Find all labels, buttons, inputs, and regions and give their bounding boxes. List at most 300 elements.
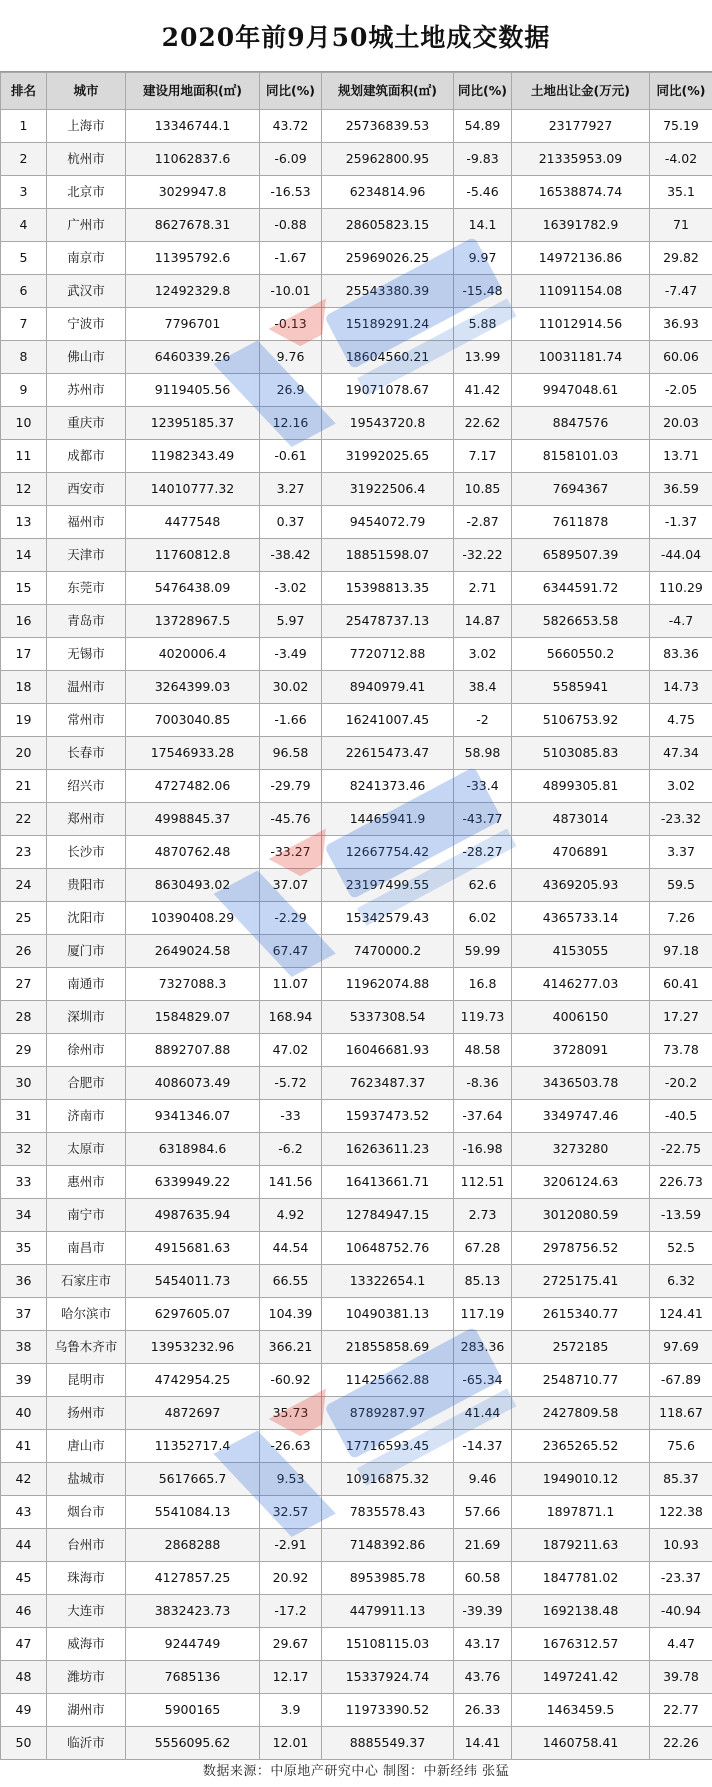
table-cell: 97.18 — [650, 935, 712, 968]
table-cell: 6460339.26 — [126, 341, 260, 374]
table-cell: 7720712.88 — [322, 638, 454, 671]
table-row — [1, 1100, 712, 1133]
table-cell: 4020006.4 — [126, 638, 260, 671]
table-cell: 1879211.63 — [512, 1529, 650, 1562]
table-cell: 118.67 — [650, 1397, 712, 1430]
table-cell: -40.94 — [650, 1595, 712, 1628]
table-row — [1, 1430, 712, 1463]
table-cell: 青岛市 — [47, 605, 126, 638]
table-cell: 8847576 — [512, 407, 650, 440]
table-row — [1, 1034, 712, 1067]
table-cell: 16538874.74 — [512, 176, 650, 209]
table-cell: -2.91 — [260, 1529, 322, 1562]
table-row — [1, 1694, 712, 1727]
table-cell: -13.59 — [650, 1199, 712, 1232]
table-cell: 15337924.74 — [322, 1661, 454, 1694]
column-header: 城市 — [47, 73, 126, 110]
table-cell: 2978756.52 — [512, 1232, 650, 1265]
table-cell: 14.73 — [650, 671, 712, 704]
table-cell: 20.03 — [650, 407, 712, 440]
table-cell: 52.5 — [650, 1232, 712, 1265]
table-cell: 11091154.08 — [512, 275, 650, 308]
table-cell: 49 — [1, 1694, 47, 1727]
table-cell: 85.13 — [454, 1265, 512, 1298]
table-cell: 8892707.88 — [126, 1034, 260, 1067]
table-cell: -2.87 — [454, 506, 512, 539]
table-cell: 3832423.73 — [126, 1595, 260, 1628]
table-row — [1, 242, 712, 275]
table-cell: 8885549.37 — [322, 1727, 454, 1760]
table-cell: -0.88 — [260, 209, 322, 242]
table-row — [1, 1133, 712, 1166]
table-row — [1, 1628, 712, 1661]
table-row — [1, 605, 712, 638]
table-cell: -20.2 — [650, 1067, 712, 1100]
table-cell: 226.73 — [650, 1166, 712, 1199]
table-cell: 南昌市 — [47, 1232, 126, 1265]
table-cell: 温州市 — [47, 671, 126, 704]
table-cell: 71 — [650, 209, 712, 242]
table-cell: 48.58 — [454, 1034, 512, 1067]
table-row — [1, 1397, 712, 1430]
table-cell: 4873014 — [512, 803, 650, 836]
table-cell: 30.02 — [260, 671, 322, 704]
table-cell: 14465941.9 — [322, 803, 454, 836]
table-cell: 南宁市 — [47, 1199, 126, 1232]
table-cell: 4915681.63 — [126, 1232, 260, 1265]
table-cell: 7470000.2 — [322, 935, 454, 968]
column-header: 同比(%) — [650, 73, 712, 110]
table-cell: 12.17 — [260, 1661, 322, 1694]
table-cell: 2572185 — [512, 1331, 650, 1364]
table-cell: 4706891 — [512, 836, 650, 869]
table-cell: 17.27 — [650, 1001, 712, 1034]
table-cell: 湖州市 — [47, 1694, 126, 1727]
table-cell: 6 — [1, 275, 47, 308]
table-cell: 11.07 — [260, 968, 322, 1001]
table-cell: 8953985.78 — [322, 1562, 454, 1595]
table-cell: 23 — [1, 836, 47, 869]
table-cell: 39 — [1, 1364, 47, 1397]
table-cell: 67.28 — [454, 1232, 512, 1265]
table-cell: 南通市 — [47, 968, 126, 1001]
column-header: 排名 — [1, 73, 47, 110]
table-cell: 14.41 — [454, 1727, 512, 1760]
table-row — [1, 407, 712, 440]
table-cell: 41.44 — [454, 1397, 512, 1430]
table-cell: 15108115.03 — [322, 1628, 454, 1661]
table-row — [1, 440, 712, 473]
table-cell: 武汉市 — [47, 275, 126, 308]
table-cell: 11962074.88 — [322, 968, 454, 1001]
table-cell: -65.34 — [454, 1364, 512, 1397]
table-cell: 26 — [1, 935, 47, 968]
table-cell: 1463459.5 — [512, 1694, 650, 1727]
table-cell: 4987635.94 — [126, 1199, 260, 1232]
table-cell: 贵阳市 — [47, 869, 126, 902]
table-row — [1, 968, 712, 1001]
table-cell: 11352717.4 — [126, 1430, 260, 1463]
table-cell: 47.02 — [260, 1034, 322, 1067]
table-row — [1, 308, 712, 341]
table-cell: 2868288 — [126, 1529, 260, 1562]
table-cell: 1676312.57 — [512, 1628, 650, 1661]
table-cell: 4742954.25 — [126, 1364, 260, 1397]
table-cell: 苏州市 — [47, 374, 126, 407]
table-cell: 58.98 — [454, 737, 512, 770]
table-cell: -2 — [454, 704, 512, 737]
table-cell: 13953232.96 — [126, 1331, 260, 1364]
table-row — [1, 275, 712, 308]
table-cell: 10031181.74 — [512, 341, 650, 374]
table-cell: 4.92 — [260, 1199, 322, 1232]
table-cell: 2548710.77 — [512, 1364, 650, 1397]
column-header: 规划建筑面积(㎡) — [322, 73, 454, 110]
table-cell: 7796701 — [126, 308, 260, 341]
table-cell: 1692138.48 — [512, 1595, 650, 1628]
table-row — [1, 1496, 712, 1529]
table-row — [1, 803, 712, 836]
table-cell: 54.89 — [454, 110, 512, 143]
table-cell: 无锡市 — [47, 638, 126, 671]
table-cell: -60.92 — [260, 1364, 322, 1397]
table-cell: 29.82 — [650, 242, 712, 275]
table-cell: -39.39 — [454, 1595, 512, 1628]
table-body — [1, 110, 712, 1760]
table-row — [1, 1364, 712, 1397]
table-cell: 9454072.79 — [322, 506, 454, 539]
table-row — [1, 506, 712, 539]
table-cell: 7611878 — [512, 506, 650, 539]
table-cell: 22.26 — [650, 1727, 712, 1760]
table-cell: 37 — [1, 1298, 47, 1331]
table-cell: 9 — [1, 374, 47, 407]
table-cell: 沈阳市 — [47, 902, 126, 935]
table-cell: -7.47 — [650, 275, 712, 308]
table-row — [1, 1001, 712, 1034]
table-cell: 23177927 — [512, 110, 650, 143]
table-cell: 威海市 — [47, 1628, 126, 1661]
table-cell: 7835578.43 — [322, 1496, 454, 1529]
table-cell: 5106753.92 — [512, 704, 650, 737]
table-cell: 12784947.15 — [322, 1199, 454, 1232]
table-cell: 59.5 — [650, 869, 712, 902]
table-cell: -33.27 — [260, 836, 322, 869]
table-cell: 5.88 — [454, 308, 512, 341]
table-cell: 110.29 — [650, 572, 712, 605]
table-row — [1, 572, 712, 605]
table-cell: 43.72 — [260, 110, 322, 143]
table-cell: 60.06 — [650, 341, 712, 374]
table-cell: 8789287.97 — [322, 1397, 454, 1430]
table-cell: 7327088.3 — [126, 968, 260, 1001]
table-cell: 0.37 — [260, 506, 322, 539]
table-cell: -0.61 — [260, 440, 322, 473]
table-cell: 1949010.12 — [512, 1463, 650, 1496]
table-cell: 3.02 — [650, 770, 712, 803]
table-cell: 合肥市 — [47, 1067, 126, 1100]
table-cell: 北京市 — [47, 176, 126, 209]
table-cell: 14 — [1, 539, 47, 572]
table-cell: 119.73 — [454, 1001, 512, 1034]
table-cell: 38.4 — [454, 671, 512, 704]
column-header: 同比(%) — [260, 73, 322, 110]
table-cell: 25 — [1, 902, 47, 935]
table-cell: 33 — [1, 1166, 47, 1199]
table-cell: 22.62 — [454, 407, 512, 440]
table-cell: 天津市 — [47, 539, 126, 572]
table-cell: 8158101.03 — [512, 440, 650, 473]
table-cell: 11425662.88 — [322, 1364, 454, 1397]
table-cell: 1584829.07 — [126, 1001, 260, 1034]
document-title: 2020年前9月50城土地成交数据 — [0, 0, 712, 72]
table-cell: -16.98 — [454, 1133, 512, 1166]
table-cell: 3.9 — [260, 1694, 322, 1727]
table-cell: 12.16 — [260, 407, 322, 440]
table-cell: 5585941 — [512, 671, 650, 704]
table-row — [1, 1562, 712, 1595]
table-cell: -6.09 — [260, 143, 322, 176]
table-cell: 14.1 — [454, 209, 512, 242]
table-row — [1, 176, 712, 209]
table-cell: 12395185.37 — [126, 407, 260, 440]
table-cell: 11012914.56 — [512, 308, 650, 341]
table-cell: 117.19 — [454, 1298, 512, 1331]
table-cell: 16046681.93 — [322, 1034, 454, 1067]
table-cell: -6.2 — [260, 1133, 322, 1166]
table-cell: 14010777.32 — [126, 473, 260, 506]
table-cell: 佛山市 — [47, 341, 126, 374]
table-cell: 14972136.86 — [512, 242, 650, 275]
table-cell: 1497241.42 — [512, 1661, 650, 1694]
table-cell: 3.37 — [650, 836, 712, 869]
table-cell: 3 — [1, 176, 47, 209]
table-cell: 26.9 — [260, 374, 322, 407]
table-cell: 5541084.13 — [126, 1496, 260, 1529]
table-cell: -33 — [260, 1100, 322, 1133]
table-cell: 28605823.15 — [322, 209, 454, 242]
table-cell: 潍坊市 — [47, 1661, 126, 1694]
table-cell: 西安市 — [47, 473, 126, 506]
table-cell: 2615340.77 — [512, 1298, 650, 1331]
table-cell: 6234814.96 — [322, 176, 454, 209]
table-row — [1, 902, 712, 935]
table-cell: 7623487.37 — [322, 1067, 454, 1100]
table-cell: 36.93 — [650, 308, 712, 341]
table-cell: 徐州市 — [47, 1034, 126, 1067]
table-cell: 7148392.86 — [322, 1529, 454, 1562]
table-row — [1, 1265, 712, 1298]
table-cell: 15398813.35 — [322, 572, 454, 605]
table-cell: 4870762.48 — [126, 836, 260, 869]
table-cell: 83.36 — [650, 638, 712, 671]
table-cell: 13.71 — [650, 440, 712, 473]
table-cell: -40.5 — [650, 1100, 712, 1133]
table-cell: 重庆市 — [47, 407, 126, 440]
table-cell: -2.05 — [650, 374, 712, 407]
table-cell: 16413661.71 — [322, 1166, 454, 1199]
table-cell: -43.77 — [454, 803, 512, 836]
table-cell: -16.53 — [260, 176, 322, 209]
table-cell: 104.39 — [260, 1298, 322, 1331]
table-cell: -10.01 — [260, 275, 322, 308]
table-cell: 3.02 — [454, 638, 512, 671]
table-cell: 2427809.58 — [512, 1397, 650, 1430]
table-cell: 48 — [1, 1661, 47, 1694]
table-cell: 9.46 — [454, 1463, 512, 1496]
table-cell: 44 — [1, 1529, 47, 1562]
table-cell: 郑州市 — [47, 803, 126, 836]
table-cell: 4998845.37 — [126, 803, 260, 836]
table-cell: 45 — [1, 1562, 47, 1595]
table-row — [1, 473, 712, 506]
table-cell: 上海市 — [47, 110, 126, 143]
table-cell: 9.76 — [260, 341, 322, 374]
table-cell: 10.93 — [650, 1529, 712, 1562]
table-cell: -23.37 — [650, 1562, 712, 1595]
table-cell: 9119405.56 — [126, 374, 260, 407]
table-cell: 太原市 — [47, 1133, 126, 1166]
table-cell: 1 — [1, 110, 47, 143]
table-cell: 4479911.13 — [322, 1595, 454, 1628]
table-cell: 122.38 — [650, 1496, 712, 1529]
table-cell: 台州市 — [47, 1529, 126, 1562]
column-header: 土地出让金(万元) — [512, 73, 650, 110]
table-cell: 5660550.2 — [512, 638, 650, 671]
table-cell: 4153055 — [512, 935, 650, 968]
table-cell: 28 — [1, 1001, 47, 1034]
table-cell: 35.73 — [260, 1397, 322, 1430]
table-cell: 10916875.32 — [322, 1463, 454, 1496]
table-cell: 2.71 — [454, 572, 512, 605]
table-cell: 深圳市 — [47, 1001, 126, 1034]
table-cell: 昆明市 — [47, 1364, 126, 1397]
table-cell: 15 — [1, 572, 47, 605]
table-cell: -3.02 — [260, 572, 322, 605]
table-row — [1, 770, 712, 803]
table-cell: 39.78 — [650, 1661, 712, 1694]
table-cell: 31922506.4 — [322, 473, 454, 506]
table-cell: 40 — [1, 1397, 47, 1430]
table-cell: 5.97 — [260, 605, 322, 638]
table-cell: 4 — [1, 209, 47, 242]
table-cell: 47.34 — [650, 737, 712, 770]
table-cell: 宁波市 — [47, 308, 126, 341]
table-cell: 10490381.13 — [322, 1298, 454, 1331]
table-cell: 成都市 — [47, 440, 126, 473]
table-cell: 6589507.39 — [512, 539, 650, 572]
table-cell: 35.1 — [650, 176, 712, 209]
table-cell: -22.75 — [650, 1133, 712, 1166]
table-cell: 3273280 — [512, 1133, 650, 1166]
table-cell: 1847781.02 — [512, 1562, 650, 1595]
table-cell: 16263611.23 — [322, 1133, 454, 1166]
table-cell: 广州市 — [47, 209, 126, 242]
table-cell: 东莞市 — [47, 572, 126, 605]
table-cell: 22 — [1, 803, 47, 836]
table-cell: 97.69 — [650, 1331, 712, 1364]
table-cell: 3436503.78 — [512, 1067, 650, 1100]
table-cell: -17.2 — [260, 1595, 322, 1628]
table-cell: 11 — [1, 440, 47, 473]
table-cell: 25543380.39 — [322, 275, 454, 308]
table-row — [1, 869, 712, 902]
table-cell: 20.92 — [260, 1562, 322, 1595]
table-cell: 13346744.1 — [126, 110, 260, 143]
table-cell: 20 — [1, 737, 47, 770]
table-cell: 5337308.54 — [322, 1001, 454, 1034]
table-cell: 4086073.49 — [126, 1067, 260, 1100]
table-cell: 唐山市 — [47, 1430, 126, 1463]
table-cell: -37.64 — [454, 1100, 512, 1133]
table-row — [1, 737, 712, 770]
table-cell: 8627678.31 — [126, 209, 260, 242]
table-cell: 10390408.29 — [126, 902, 260, 935]
column-header: 同比(%) — [454, 73, 512, 110]
table-cell: -44.04 — [650, 539, 712, 572]
table-cell: 22.77 — [650, 1694, 712, 1727]
table-cell: -32.22 — [454, 539, 512, 572]
table-cell: -33.4 — [454, 770, 512, 803]
table-cell: 9.53 — [260, 1463, 322, 1496]
table-cell: 12.01 — [260, 1727, 322, 1760]
table-cell: 8940979.41 — [322, 671, 454, 704]
table-row — [1, 143, 712, 176]
table-cell: 9244749 — [126, 1628, 260, 1661]
table-row — [1, 836, 712, 869]
table-cell: 烟台市 — [47, 1496, 126, 1529]
table-cell: -38.42 — [260, 539, 322, 572]
table-cell: 11973390.52 — [322, 1694, 454, 1727]
table-cell: 杭州市 — [47, 143, 126, 176]
table-cell: 124.41 — [650, 1298, 712, 1331]
table-cell: 11982343.49 — [126, 440, 260, 473]
table-cell: 厦门市 — [47, 935, 126, 968]
table-cell: 3264399.03 — [126, 671, 260, 704]
table-cell: 2.73 — [454, 1199, 512, 1232]
table-cell: 42 — [1, 1463, 47, 1496]
table-cell: 7694367 — [512, 473, 650, 506]
table-cell: -29.79 — [260, 770, 322, 803]
table-cell: 366.21 — [260, 1331, 322, 1364]
table-cell: 4727482.06 — [126, 770, 260, 803]
table-cell: 3206124.63 — [512, 1166, 650, 1199]
table-cell: 盐城市 — [47, 1463, 126, 1496]
table-cell: 临沂市 — [47, 1727, 126, 1760]
table-cell: 34 — [1, 1199, 47, 1232]
table-cell: 23197499.55 — [322, 869, 454, 902]
table-cell: 2 — [1, 143, 47, 176]
table-cell: 29.67 — [260, 1628, 322, 1661]
table-cell: -0.13 — [260, 308, 322, 341]
table-cell: 18 — [1, 671, 47, 704]
table-cell: 5556095.62 — [126, 1727, 260, 1760]
table-cell: 福州市 — [47, 506, 126, 539]
table-cell: 哈尔滨市 — [47, 1298, 126, 1331]
table-cell: -5.46 — [454, 176, 512, 209]
table-row — [1, 1661, 712, 1694]
table-cell: 济南市 — [47, 1100, 126, 1133]
table-row — [1, 1199, 712, 1232]
table-cell: 25969026.25 — [322, 242, 454, 275]
table-cell: 31 — [1, 1100, 47, 1133]
table-cell: 9947048.61 — [512, 374, 650, 407]
table-cell: -23.32 — [650, 803, 712, 836]
table-cell: 41.42 — [454, 374, 512, 407]
table-cell: 7685136 — [126, 1661, 260, 1694]
table-cell: 13322654.1 — [322, 1265, 454, 1298]
table-cell: 4127857.25 — [126, 1562, 260, 1595]
